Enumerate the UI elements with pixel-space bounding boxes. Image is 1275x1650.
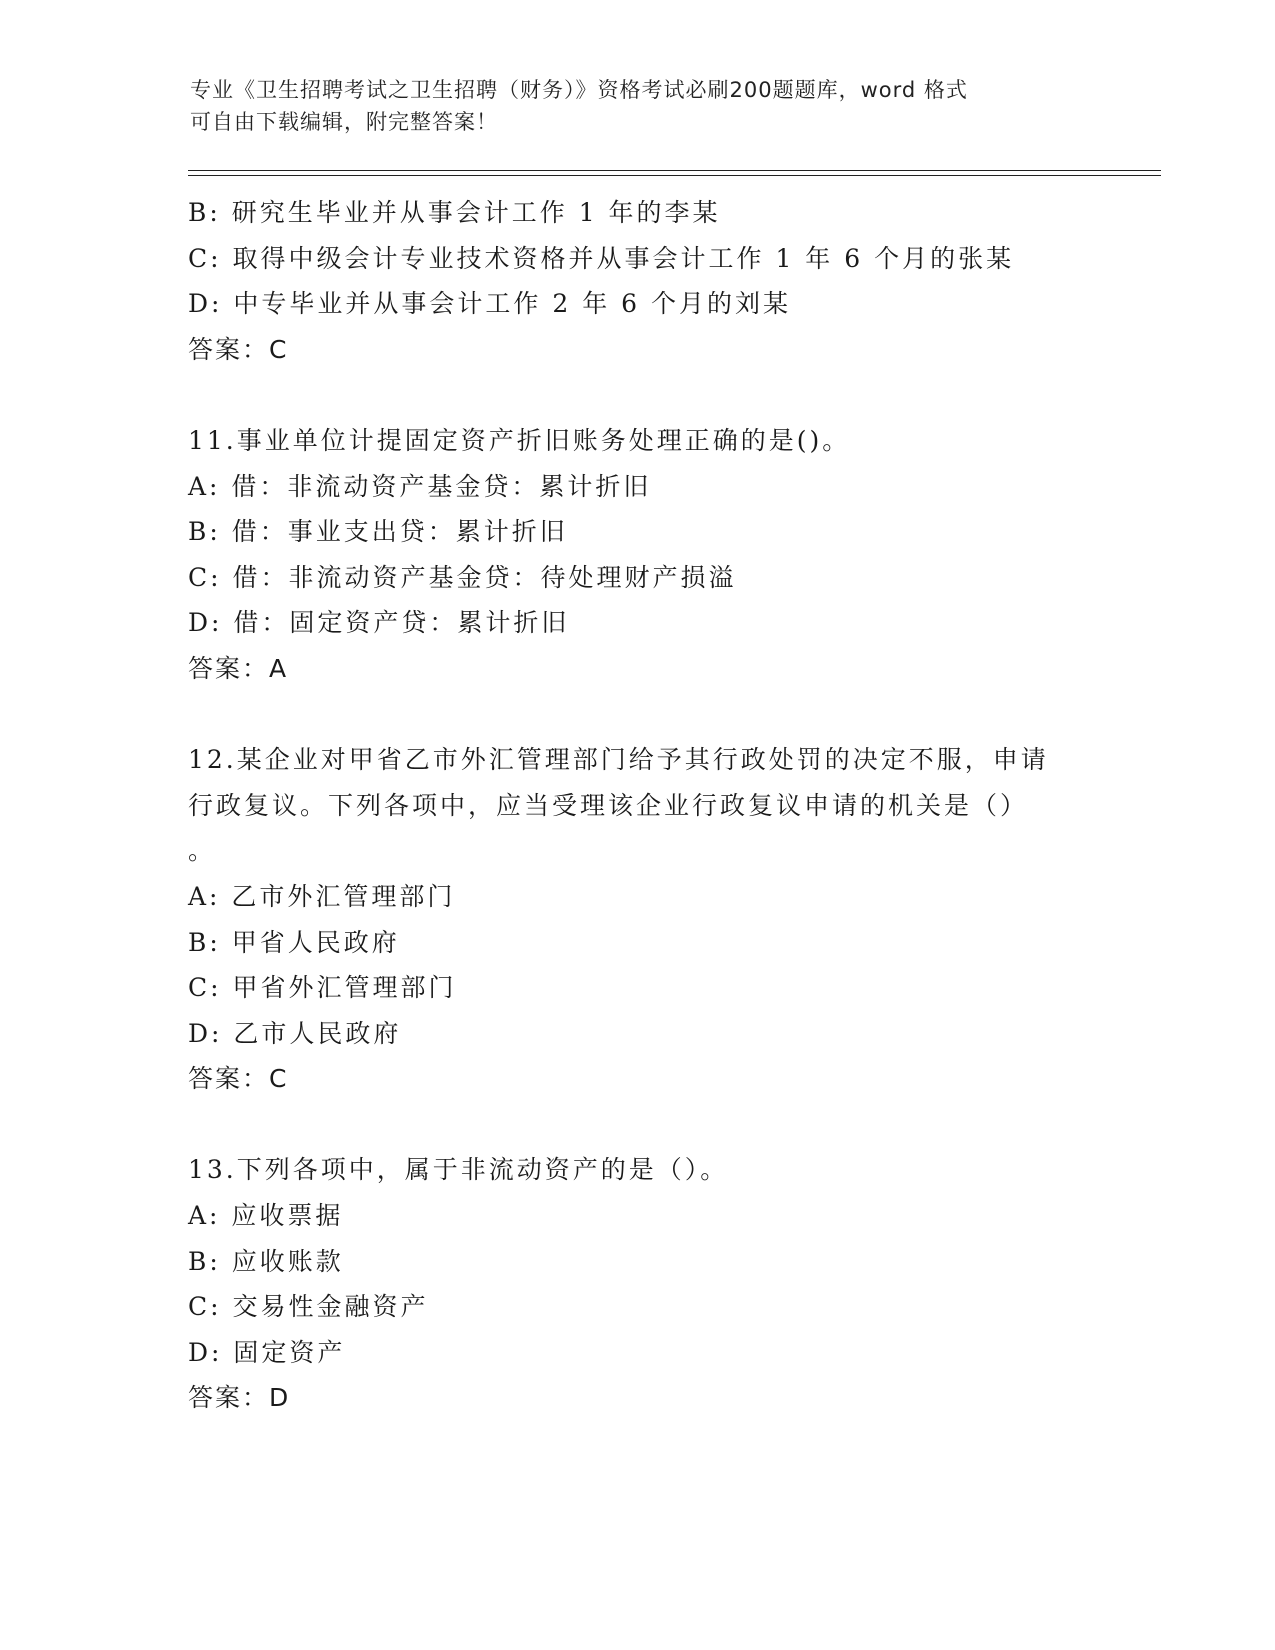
question-stem-line-2: 行政复议。下列各项中，应当受理该企业行政复议申请的机关是（） [188,790,1029,820]
document-header [190,74,1090,138]
header-title-line-2: 可自由下载编辑，附完整答案！ [190,110,498,134]
spacer [188,692,1088,738]
option-d: D: 固定资产 [188,1337,346,1367]
question-stem: 13.下列各项中，属于非流动资产的是（）。 [188,1155,729,1185]
option-b: B: 研究生毕业并从事会计工作 1 年的李某 [188,198,721,227]
option-c: C: 取得中级会计专业技术资格并从事会计工作 1 年 6 个月的张某 [188,243,1015,273]
option-d: D: 中专毕业并从事会计工作 2 年 6 个月的刘某 [188,289,792,319]
option-c: C: 交易性金融资产 [188,1292,429,1322]
answer-line: 答案：D [188,1383,291,1413]
option-a: A: 乙市外汇管理部门 [188,881,456,911]
question-block-10 [188,190,1088,372]
option-c: C: 甲省外汇管理部门 [188,973,457,1003]
question-stem: 11.事业单位计提固定资产折旧账务处理正确的是()。 [188,425,851,455]
option-c: C: 借：非流动资产基金贷：待处理财产损溢 [188,562,737,592]
answer-line: 答案：C [188,334,289,364]
question-content [188,190,1088,1421]
option-d: D: 乙市人民政府 [188,1018,402,1048]
option-a: A: 应收票据 [188,1201,344,1231]
option-b: B: 应收账款 [188,1246,344,1276]
spacer [188,1102,1088,1148]
option-b: B: 借：事业支出贷：累计折旧 [188,517,568,547]
header-rule-top [188,170,1161,171]
header-title-line-1: 专业《卫生招聘考试之卫生招聘（财务）》资格考试必刷200题题库，word 格式 [190,78,968,102]
option-b: B: 甲省人民政府 [188,927,400,957]
answer-line: 答案：A [188,653,289,683]
answer-line: 答案：C [188,1064,289,1094]
spacer [188,372,1088,418]
question-block-13 [188,1147,1088,1421]
question-block-11 [188,418,1088,692]
question-block-12 [188,737,1088,1102]
question-stem-line-1: 12.某企业对甲省乙市外汇管理部门给予其行政处罚的决定不服，申请 [188,745,1049,775]
option-a: A: 借：非流动资产基金贷：累计折旧 [188,471,652,501]
option-d: D: 借：固定资产贷：累计折旧 [188,608,570,638]
question-stem-line-3: 。 [188,836,217,866]
header-rule-bottom [188,175,1161,176]
